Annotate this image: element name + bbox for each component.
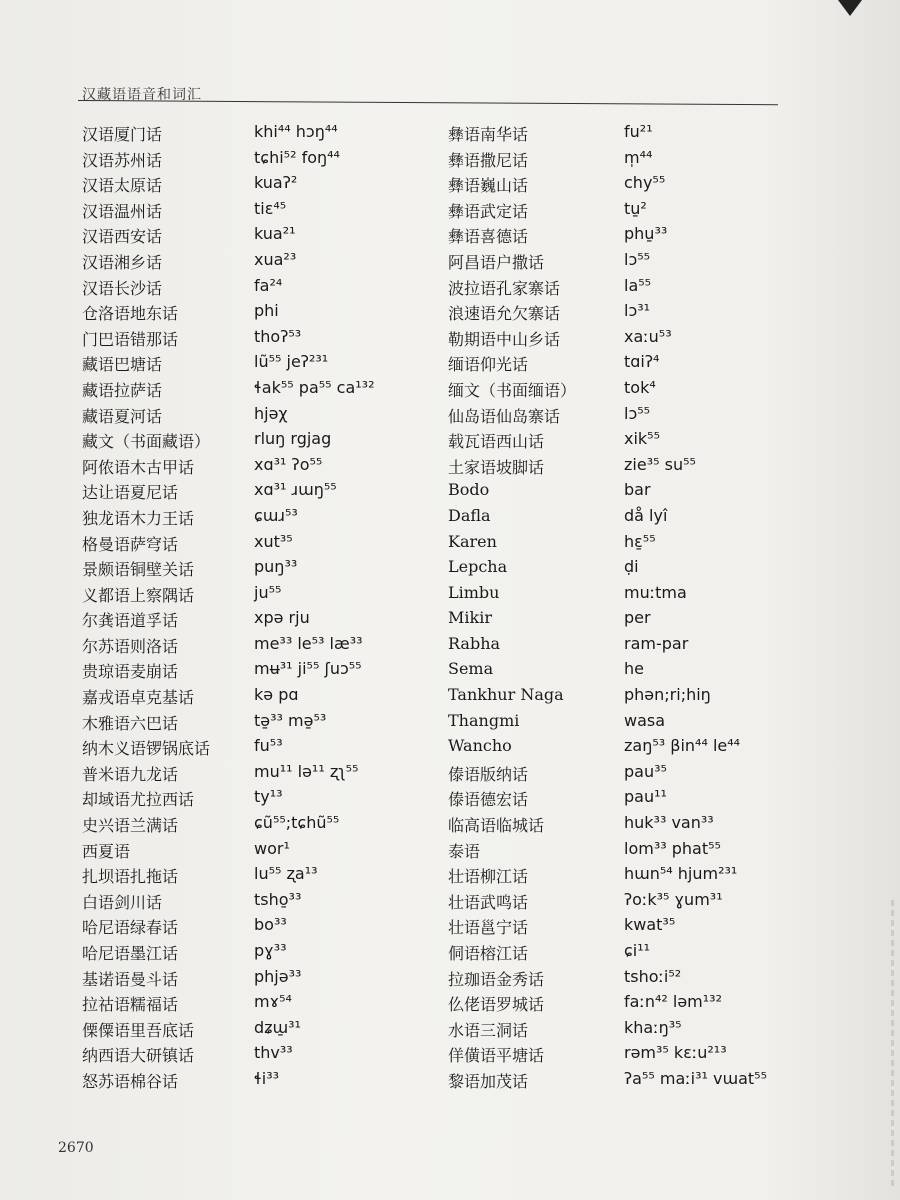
language-name: 藏文（书面藏语） (82, 432, 211, 452)
language-name: 基诺语曼斗话 (82, 969, 179, 989)
language-name: 傈僳语里吾底话 (82, 1020, 195, 1040)
language-name: 汉语长沙话 (82, 278, 163, 298)
page-number: 2670 (58, 1140, 94, 1156)
language-name: 彝语武定话 (448, 201, 529, 221)
language-name: 汉语太原话 (82, 176, 163, 196)
language-name: 水语三洞话 (448, 1020, 529, 1040)
language-name: 嘉戎语卓克基话 (82, 688, 195, 708)
language-name: 黎语加茂话 (448, 1071, 529, 1091)
word-form: fu²¹ (624, 122, 653, 141)
language-name: 汉语温州话 (82, 201, 163, 221)
language-name: 义都语上察隅话 (82, 585, 195, 605)
word-form: lɔ⁵⁵ (624, 249, 651, 269)
word-form: ʔa⁵⁵ maːi³¹ vɯat⁵⁵ (624, 1068, 767, 1088)
page-edge-shadow (891, 900, 894, 1190)
language-name: 勒期语中山乡话 (448, 329, 561, 349)
word-form: pau³⁵ (624, 761, 667, 781)
word-form: hjəχ (254, 403, 288, 423)
language-name: 侗语榕江话 (448, 944, 529, 963)
language-name: 却域语尤拉西话 (82, 790, 195, 810)
word-form: tɑiʔ⁴ (624, 352, 660, 372)
language-name: 扎坝语扎拖话 (82, 867, 179, 887)
word-form: kua²¹ (254, 224, 296, 244)
language-name: 藏语拉萨话 (82, 380, 163, 400)
word-form: mu¹¹ lə¹¹ ʐʅ⁵⁵ (254, 761, 359, 781)
word-form: m̩⁴⁴ (624, 147, 653, 167)
language-name: 佯僙语平塘话 (448, 1046, 545, 1066)
language-name: 尔苏语则洛话 (82, 636, 179, 656)
word-form: muːtma (624, 582, 687, 602)
word-form: kuaʔ² (254, 173, 298, 193)
word-form: xpə rju (254, 608, 310, 628)
language-name: 普米语九龙话 (82, 764, 179, 784)
running-header: 汉藏语语音和词汇 (82, 87, 202, 103)
language-name: 仫佬语罗城话 (448, 995, 545, 1015)
language-name: 格曼语萨穹话 (82, 534, 179, 554)
word-form: wor¹ (254, 838, 290, 858)
word-form: tshoːi⁵² (624, 966, 682, 986)
language-name: 独龙语木力王话 (82, 508, 195, 528)
word-form: phi (254, 301, 279, 321)
language-name: 贵琼语麦崩话 (82, 662, 179, 682)
word-form: phən;ri;hiŋ (624, 685, 711, 705)
word-form: ty¹³ (254, 787, 283, 807)
word-form: tu̱² (624, 198, 647, 218)
language-name: 景颇语铜壁关话 (82, 560, 195, 580)
word-form: tsho̱³³ (254, 889, 302, 909)
language-name: 尔龚语道孚话 (82, 611, 179, 631)
word-form: thv³³ (254, 1043, 293, 1063)
language-name: 临高语临城话 (448, 816, 545, 836)
language-name: 拉祜语糯福话 (82, 995, 179, 1015)
language-name: Rabha (448, 633, 501, 653)
language-name: 木雅语六巴话 (82, 713, 179, 733)
word-form: hɯn⁵⁴ hjum²³¹ (624, 864, 738, 884)
language-name: 汉语苏州话 (82, 150, 163, 170)
word-form: ɕɯɹ⁵³ (254, 505, 298, 525)
word-form: ʔoːk³⁵ ɣum³¹ (624, 889, 723, 909)
language-name: 壮语邕宁话 (448, 918, 529, 938)
language-name: 白语剑川话 (82, 892, 163, 912)
word-form: ɕi¹¹ (624, 941, 651, 960)
word-form: pau¹¹ (624, 787, 667, 807)
word-form: ɕũ⁵⁵;tɕhũ⁵⁵ (254, 813, 340, 833)
word-form: chy⁵⁵ (624, 173, 666, 193)
word-form: dʑɯ̱³¹ (254, 1017, 301, 1037)
word-form: lu⁵⁵ ʐa¹³ (254, 864, 318, 884)
language-name: 藏语巴塘话 (82, 355, 163, 375)
word-form: per (624, 608, 651, 628)
language-name: 阿昌语户撒话 (448, 252, 545, 272)
word-form: xut³⁵ (254, 531, 293, 551)
language-name: 载瓦语西山话 (448, 432, 545, 452)
word-form: ɬak⁵⁵ pa⁵⁵ ca¹³² (254, 377, 375, 397)
language-name: 浪速语允欠寨话 (448, 304, 561, 324)
word-form: då lyî (624, 505, 668, 525)
language-name: Tankhur Naga (448, 685, 564, 705)
language-name: Lepcha (448, 557, 508, 577)
word-form: mʉ³¹ ji⁵⁵ ʃuɔ⁵⁵ (254, 659, 362, 679)
word-form: ɬi³³ (254, 1068, 280, 1088)
language-name: 壮语武鸣话 (448, 892, 529, 912)
word-form: zie³⁵ su⁵⁵ (624, 454, 696, 474)
word-form: ju⁵⁵ (254, 582, 282, 602)
word-form: lɔ³¹ (624, 301, 651, 321)
word-form: khi⁴⁴ hɔŋ⁴⁴ (254, 122, 338, 141)
language-name: Mikir (448, 608, 492, 628)
word-form: xaːu⁵³ (624, 326, 672, 346)
language-name: 哈尼语墨江话 (82, 944, 179, 963)
word-form: puŋ³³ (254, 557, 298, 577)
word-form: faːn⁴² ləm¹³² (624, 992, 722, 1012)
language-name: 达让语夏尼话 (82, 483, 179, 503)
word-form: thoʔ⁵³ (254, 326, 302, 346)
language-name: Wancho (448, 736, 512, 756)
word-form: ḍi (624, 557, 639, 577)
word-form: tɕhi⁵² foŋ⁴⁴ (254, 147, 340, 167)
language-name: 彝语喜德话 (448, 227, 529, 247)
word-form: ram-par (624, 633, 689, 653)
language-name: 彝语撒尼话 (448, 150, 529, 170)
language-name: 仓洛语地东话 (82, 304, 179, 324)
language-name: 藏语夏河话 (82, 406, 163, 426)
language-name: 土家语坡脚话 (448, 457, 545, 477)
language-name: Sema (448, 659, 494, 679)
word-form: wasa (624, 710, 666, 730)
language-name: Bodo (448, 480, 490, 500)
language-name: 阿侬语木古甲话 (82, 457, 195, 477)
word-form: tə̱³³ mə̱⁵³ (254, 710, 327, 730)
word-form: tok⁴ (624, 377, 656, 397)
word-form: phu̱³³ (624, 224, 668, 244)
language-name: 汉语西安话 (82, 227, 163, 247)
language-name: 壮语柳江话 (448, 867, 529, 887)
language-name: 汉语厦门话 (82, 125, 163, 144)
language-name: Dafla (448, 505, 491, 525)
word-form: he (624, 659, 644, 679)
word-form: fu⁵³ (254, 736, 283, 756)
word-form: huk³³ van³³ (624, 813, 714, 833)
word-form: la⁵⁵ (624, 275, 652, 295)
language-name: 汉语湘乡话 (82, 252, 163, 272)
word-form: rəm³⁵ kɛːu²¹³ (624, 1043, 727, 1063)
word-form: lũ⁵⁵ jeʔ²³¹ (254, 352, 329, 372)
word-form: tiɛ⁴⁵ (254, 198, 287, 218)
language-name: 缅语仰光话 (448, 355, 529, 375)
word-form: xɑ³¹ ɹɯŋ⁵⁵ (254, 480, 337, 500)
language-name: 史兴语兰满话 (82, 816, 179, 836)
word-form: kə pɑ (254, 685, 299, 705)
word-form: lom³³ phat⁵⁵ (624, 838, 721, 858)
language-name: 彝语巍山话 (448, 176, 529, 196)
language-name: 彝语南华话 (448, 125, 529, 144)
word-form: phjə³³ (254, 966, 302, 986)
word-form: mɤ⁵⁴ (254, 992, 292, 1012)
language-name: 仙岛语仙岛寨话 (448, 406, 561, 426)
language-name: 拉珈语金秀话 (448, 969, 545, 989)
language-name: Limbu (448, 582, 500, 602)
language-name: 缅文（书面缅语） (448, 380, 577, 400)
language-name: 怒苏语棉谷话 (82, 1071, 179, 1091)
word-form: fa²⁴ (254, 275, 283, 295)
word-form: bo³³ (254, 915, 287, 935)
language-name: Karen (448, 531, 497, 551)
language-name: 纳木义语锣锅底话 (82, 739, 211, 759)
word-form: kwat³⁵ (624, 915, 676, 935)
language-name: 纳西语大研镇话 (82, 1046, 195, 1066)
language-name: 门巴语错那话 (82, 329, 179, 349)
language-name: 西夏语 (82, 841, 131, 861)
word-form: pɣ³³ (254, 941, 287, 960)
word-form: xik⁵⁵ (624, 429, 661, 449)
corner-mark-icon (838, 0, 862, 16)
word-form: xua²³ (254, 249, 297, 269)
language-name: 泰语 (448, 841, 481, 861)
word-form: bar (624, 480, 651, 500)
word-form: khaːŋ³⁵ (624, 1017, 682, 1037)
language-name: 傣语德宏话 (448, 790, 529, 810)
word-form: zaŋ⁵³ βin⁴⁴ le⁴⁴ (624, 736, 741, 756)
language-name: 波拉语孔家寨话 (448, 278, 561, 298)
language-name: 哈尼语绿春话 (82, 918, 179, 938)
language-name: Thangmi (448, 710, 520, 730)
word-form: me³³ le⁵³ læ³³ (254, 633, 363, 653)
word-form: xɑ³¹ ʔo⁵⁵ (254, 454, 323, 474)
word-form: lɔ⁵⁵ (624, 403, 651, 423)
word-form: hɛ̱⁵⁵ (624, 531, 656, 551)
word-form: rluŋ rgjag (254, 429, 332, 449)
language-name: 傣语版纳话 (448, 764, 529, 784)
